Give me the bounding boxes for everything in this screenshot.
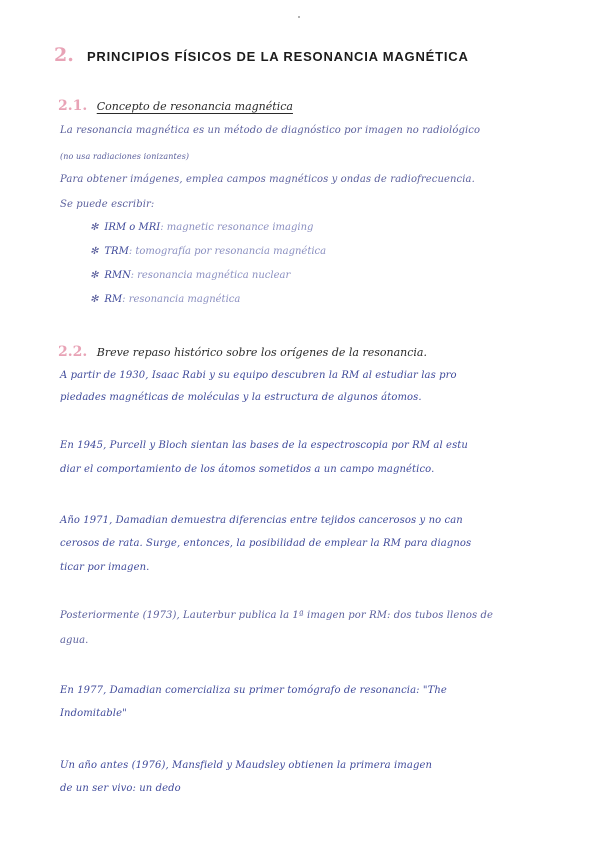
bullet-desc: : resonancia magnética nuclear [130, 270, 291, 281]
section-2-number: 2.2. [58, 344, 88, 360]
section-1-number: 2.1. [58, 98, 88, 114]
text-line: En 1977, Damadian comercializa su primer tomógrafo de resonancia: "The [60, 685, 447, 696]
bullet-label: IRM o MRI [104, 222, 161, 233]
text-line: Se puede escribir: [60, 199, 155, 210]
section-2-title: Breve repaso histórico sobre los orígenes de la resonancia. [96, 346, 427, 359]
page-title [54, 44, 469, 66]
text-line: piedades magnéticas de moléculas y la estructura de algunos átomos. [60, 392, 422, 403]
text-line: diar el comportamiento de los átomos sometidos a un campo magnético. [60, 464, 435, 475]
text-line: Para obtener imágenes, emplea campos magnéticos y ondas de radiofrecuencia. [60, 174, 475, 185]
text-line: cerosos de rata. Surge, entonces, la posibilidad de emplear la RM para diagnos [60, 538, 472, 549]
section-2-heading [58, 344, 427, 360]
star-bullet-icon: ✻ [90, 294, 99, 305]
bullet-desc: : magnetic resonance imaging [160, 222, 314, 233]
bullet-item [90, 270, 290, 281]
bullet-item [90, 294, 240, 305]
text-line: A partir de 1930, Isaac Rabi y su equipo descubren la RM al estudiar las pro [60, 370, 457, 381]
punch-mark [298, 16, 300, 18]
text-line: agua. [60, 635, 89, 646]
text-line: Indomitable" [60, 708, 127, 719]
section-1-title: Concepto de resonancia magnética [96, 100, 293, 113]
bullet-item [90, 222, 313, 233]
text-line: ticar por imagen. [60, 562, 150, 573]
bullet-label: RM [104, 294, 123, 305]
text-line: (no usa radiaciones ionizantes) [60, 152, 190, 161]
bullet-desc: : tomografía por resonancia magnética [128, 246, 327, 257]
text-line: Posteriormente (1973), Lauterbur publica la 1ª imagen por RM: dos tubos llenos de [60, 610, 494, 621]
star-bullet-icon: ✻ [90, 222, 99, 233]
title-text: PRINCIPIOS FÍSICOS DE LA RESONANCIA MAGNÉTICA [86, 49, 469, 64]
text-line: Año 1971, Damadian demuestra diferencias entre tejidos cancerosos y no can [60, 515, 463, 526]
text-line: La resonancia magnética es un método de diagnóstico por imagen no radiológico [60, 125, 481, 136]
bullet-item [90, 246, 326, 257]
star-bullet-icon: ✻ [90, 270, 99, 281]
section-1-heading [58, 98, 293, 114]
bullet-label: TRM [104, 246, 129, 257]
bullet-label: RMN [104, 270, 131, 281]
text-line: de un ser vivo: un dedo [60, 783, 181, 794]
text-line: En 1945, Purcell y Bloch sientan las bases de la espectroscopia por RM al estu [60, 440, 468, 451]
bullet-desc: : resonancia magnética [122, 294, 241, 305]
title-number: 2. [54, 44, 74, 66]
star-bullet-icon: ✻ [90, 246, 99, 257]
text-line: Un año antes (1976), Mansfield y Maudsley obtienen la primera imagen [60, 760, 432, 771]
